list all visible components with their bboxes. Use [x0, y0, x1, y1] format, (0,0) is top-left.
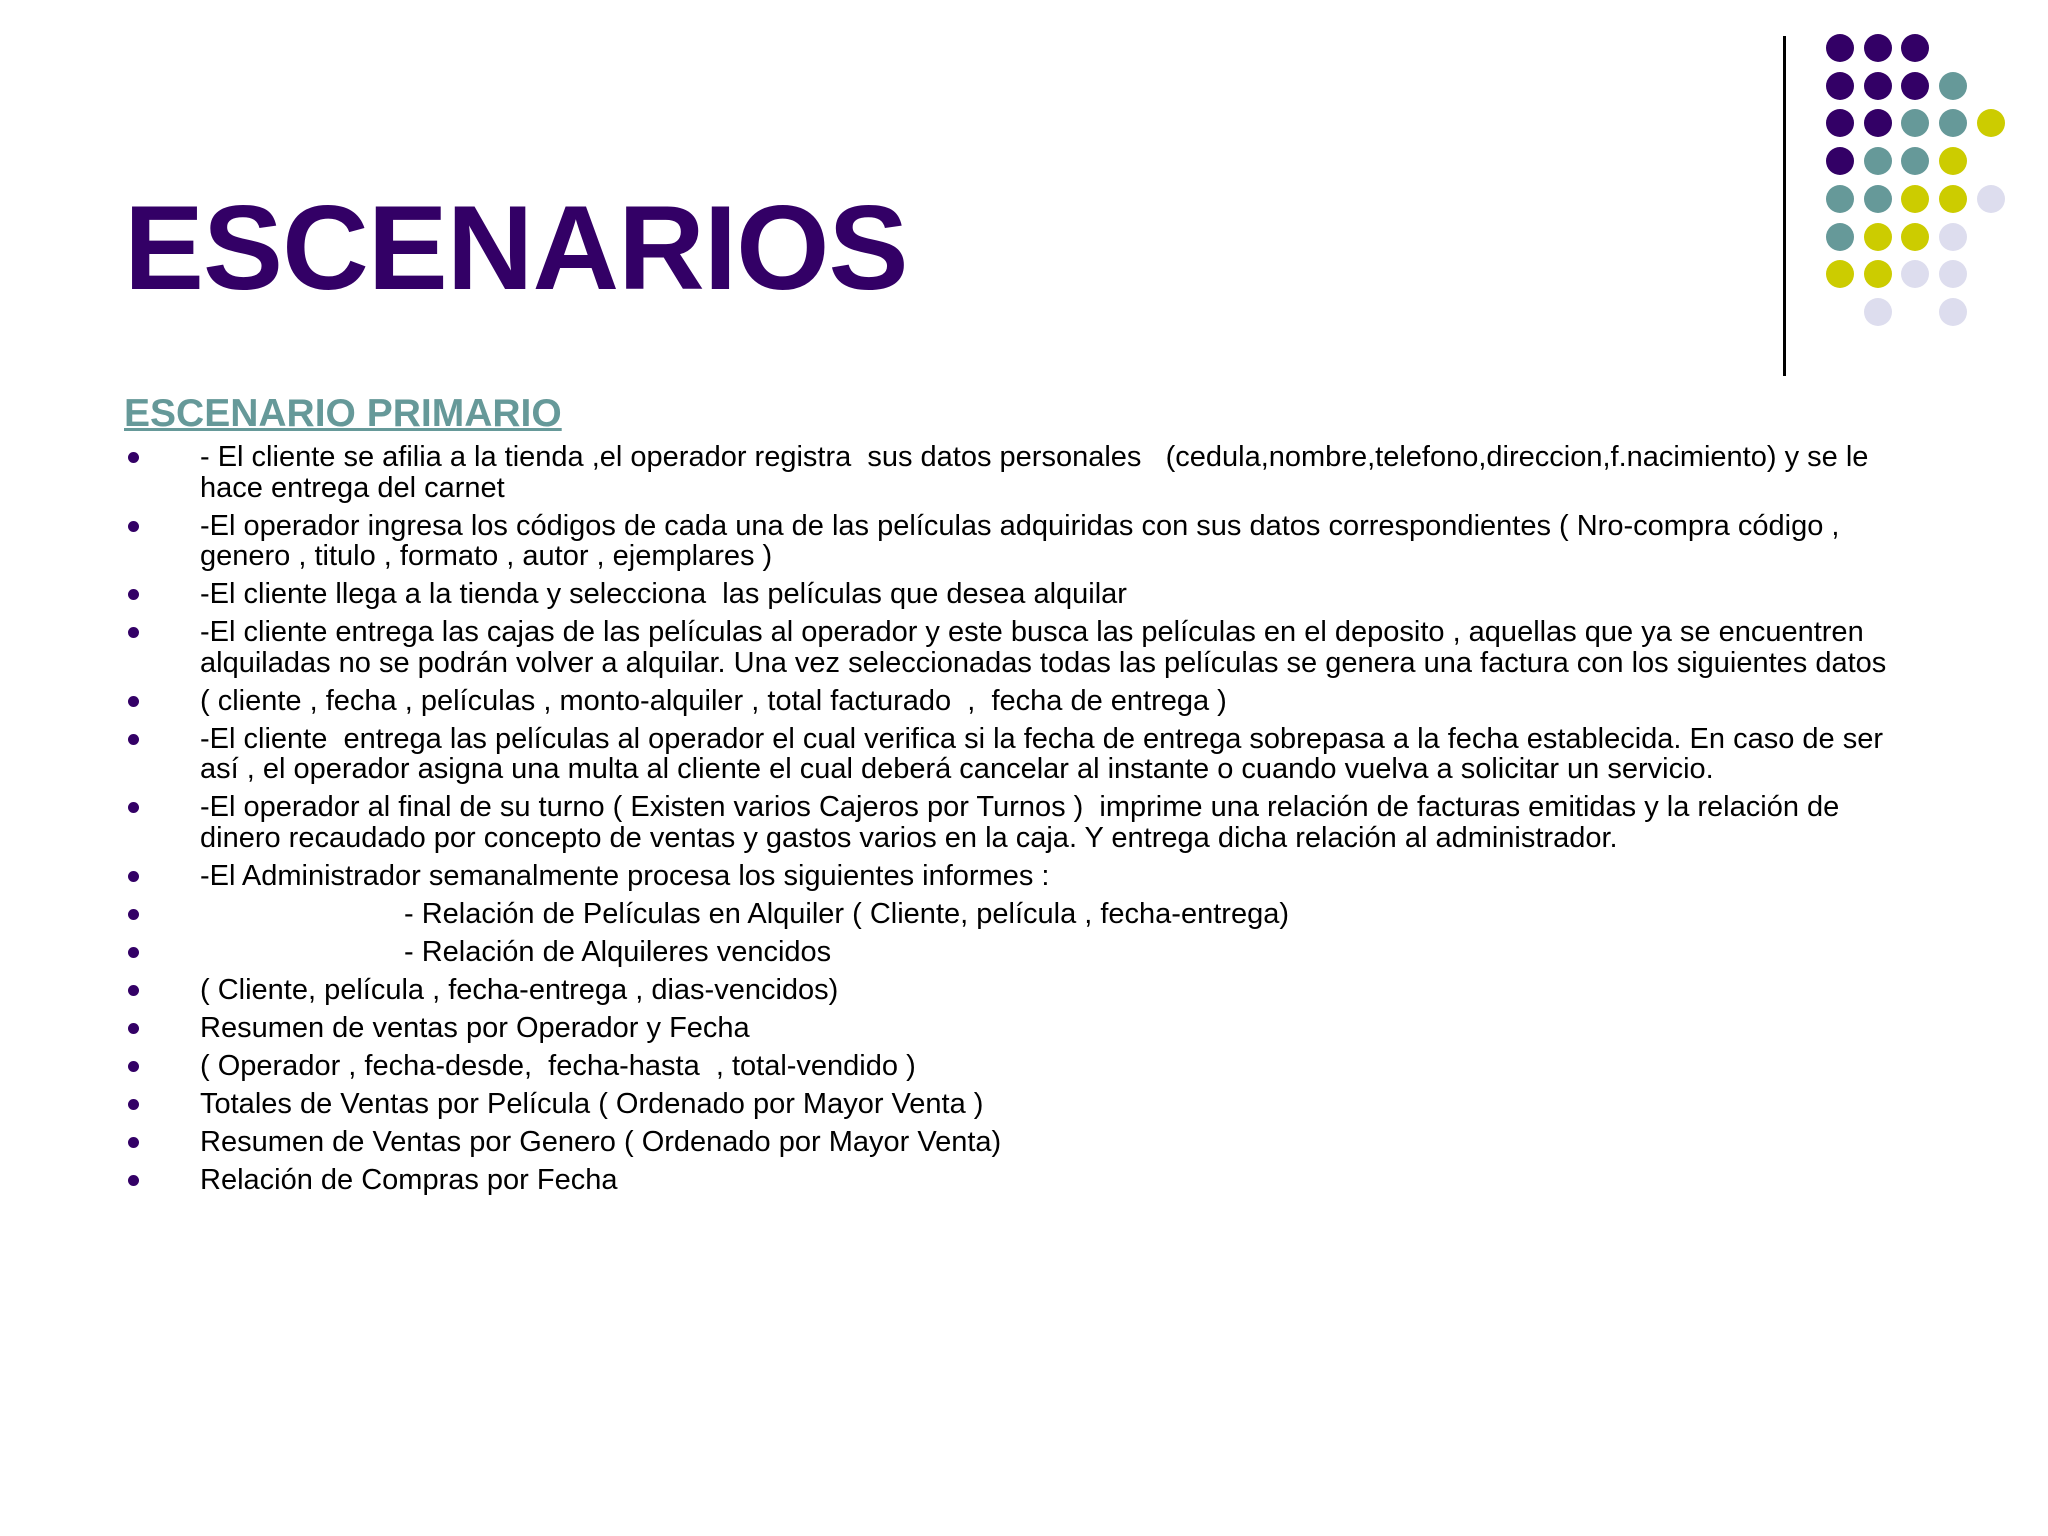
decor-dot: [1864, 34, 1892, 62]
decor-dot: [1826, 72, 1854, 100]
decor-dot: [1864, 72, 1892, 100]
decor-dot: [1864, 298, 1892, 326]
bullet-dot-icon: [128, 947, 139, 958]
bullet-dot-icon: [128, 452, 139, 463]
list-item: [124, 937, 1924, 968]
bullet-dot-icon: [128, 802, 139, 813]
list-item: [124, 442, 1924, 503]
decor-dot: [1939, 260, 1967, 288]
list-item-text: - Relación de Alquileres vencidos: [404, 935, 832, 968]
bullet-dot-icon: [128, 589, 139, 600]
decor-dot: [1901, 185, 1929, 213]
list-item-text: ( cliente , fecha , películas , monto-alquiler , total facturado , fecha de entrega ): [200, 684, 1227, 717]
list-item-text: Resumen de ventas por Operador y Fecha: [200, 1011, 750, 1044]
list-item-text: - El cliente se afilia a la tienda ,el operador registra sus datos personales (cedula,nombre,telefono,direccion,f.nacimiento) y se le hace entrega del carnet: [200, 441, 1877, 504]
bullet-dot-icon: [128, 1061, 139, 1072]
decor-dot: [1977, 109, 2005, 137]
slide-title: ESCENARIOS: [124, 181, 908, 315]
list-item: [124, 511, 1924, 572]
decor-dot: [1826, 147, 1854, 175]
decor-dot: [1901, 260, 1929, 288]
decor-dot: [1826, 223, 1854, 251]
decor-dot: [1826, 260, 1854, 288]
list-item-text: -El operador ingresa los códigos de cada una de las películas adquiridas con sus datos correspondientes ( Nro-compra código , genero , titulo , formato , autor , ejemplares ): [200, 509, 1848, 572]
decor-dot: [1939, 185, 1967, 213]
list-item-text: -El operador al final de su turno ( Existen varios Cajeros por Turnos ) imprime una relación de facturas emitidas y la relación de dinero recaudado por concepto de ventas y gastos varios en la caja. Y entrega dicha relación al administrador.: [200, 791, 1848, 854]
list-item-text: -El cliente entrega las películas al operador el cual verifica si la fecha de entrega sobrepasa a la fecha establecida. En caso de ser así , el operador asigna una multa al cliente el cual deberá cancelar al instante o cuando vuelva a solicitar un servicio.: [200, 722, 1892, 785]
decor-dot: [1864, 185, 1892, 213]
list-item: [124, 975, 1924, 1006]
decor-dot: [1939, 109, 1967, 137]
divider-line: [1783, 36, 1786, 376]
bullet-dot-icon: [128, 1099, 139, 1110]
bullet-list: [124, 442, 1924, 1203]
list-item: [124, 579, 1924, 610]
bullet-dot-icon: [128, 696, 139, 707]
decor-dot: [1901, 147, 1929, 175]
decor-dot: [1901, 72, 1929, 100]
list-item-text: Totales de Ventas por Película ( Ordenado por Mayor Venta ): [200, 1087, 984, 1120]
bullet-dot-icon: [128, 627, 139, 638]
bullet-dot-icon: [128, 1137, 139, 1148]
decor-dot: [1901, 109, 1929, 137]
bullet-dot-icon: [128, 1023, 139, 1034]
decor-dot: [1826, 185, 1854, 213]
list-item-text: -El cliente entrega las cajas de las películas al operador y este busca las películas en el deposito , aquellas que ya se encuentren alquiladas no se podrán volver a alquilar. Una vez seleccionadas todas las películas se genera una factura con los siguientes datos: [200, 616, 1887, 679]
list-item-text: Relación de Compras por Fecha: [200, 1163, 618, 1196]
bullet-dot-icon: [128, 521, 139, 532]
bullet-dot-icon: [128, 1175, 139, 1186]
decor-dot: [1826, 109, 1854, 137]
list-item: [124, 1051, 1924, 1082]
decor-dot: [1939, 223, 1967, 251]
decor-dot: [1864, 147, 1892, 175]
list-item: [124, 792, 1924, 853]
list-item: [124, 617, 1924, 678]
list-item: [124, 861, 1924, 892]
list-item-text: - Relación de Películas en Alquiler ( Cliente, película , fecha-entrega): [404, 897, 1289, 930]
bullet-dot-icon: [128, 909, 139, 920]
decor-dot: [1939, 147, 1967, 175]
section-subtitle: ESCENARIO PRIMARIO: [124, 392, 562, 435]
decor-dot: [1939, 298, 1967, 326]
list-item: [124, 1089, 1924, 1120]
list-item: [124, 1013, 1924, 1044]
list-item: [124, 1127, 1924, 1158]
list-item-text: ( Operador , fecha-desde, fecha-hasta , total-vendido ): [200, 1049, 916, 1082]
list-item: [124, 686, 1924, 717]
decor-dot: [1939, 72, 1967, 100]
decor-dot: [1901, 34, 1929, 62]
list-item: [124, 1165, 1924, 1196]
list-item-text: -El cliente llega a la tienda y selecciona las películas que desea alquilar: [200, 578, 1127, 610]
bullet-dot-icon: [128, 985, 139, 996]
decor-dot: [1901, 223, 1929, 251]
list-item-text: ( Cliente, película , fecha-entrega , dias-vencidos): [200, 973, 839, 1006]
list-item-text: Resumen de Ventas por Genero ( Ordenado por Mayor Venta): [200, 1125, 1002, 1158]
bullet-dot-icon: [128, 734, 139, 745]
bullet-dot-icon: [128, 871, 139, 882]
decor-dot: [1864, 109, 1892, 137]
list-item: [124, 724, 1924, 785]
decor-dot: [1977, 185, 2005, 213]
decor-dot: [1826, 34, 1854, 62]
decor-dot: [1864, 223, 1892, 251]
list-item: [124, 899, 1924, 930]
list-item-text: -El Administrador semanalmente procesa los siguientes informes :: [200, 859, 1050, 892]
decor-dot: [1864, 260, 1892, 288]
